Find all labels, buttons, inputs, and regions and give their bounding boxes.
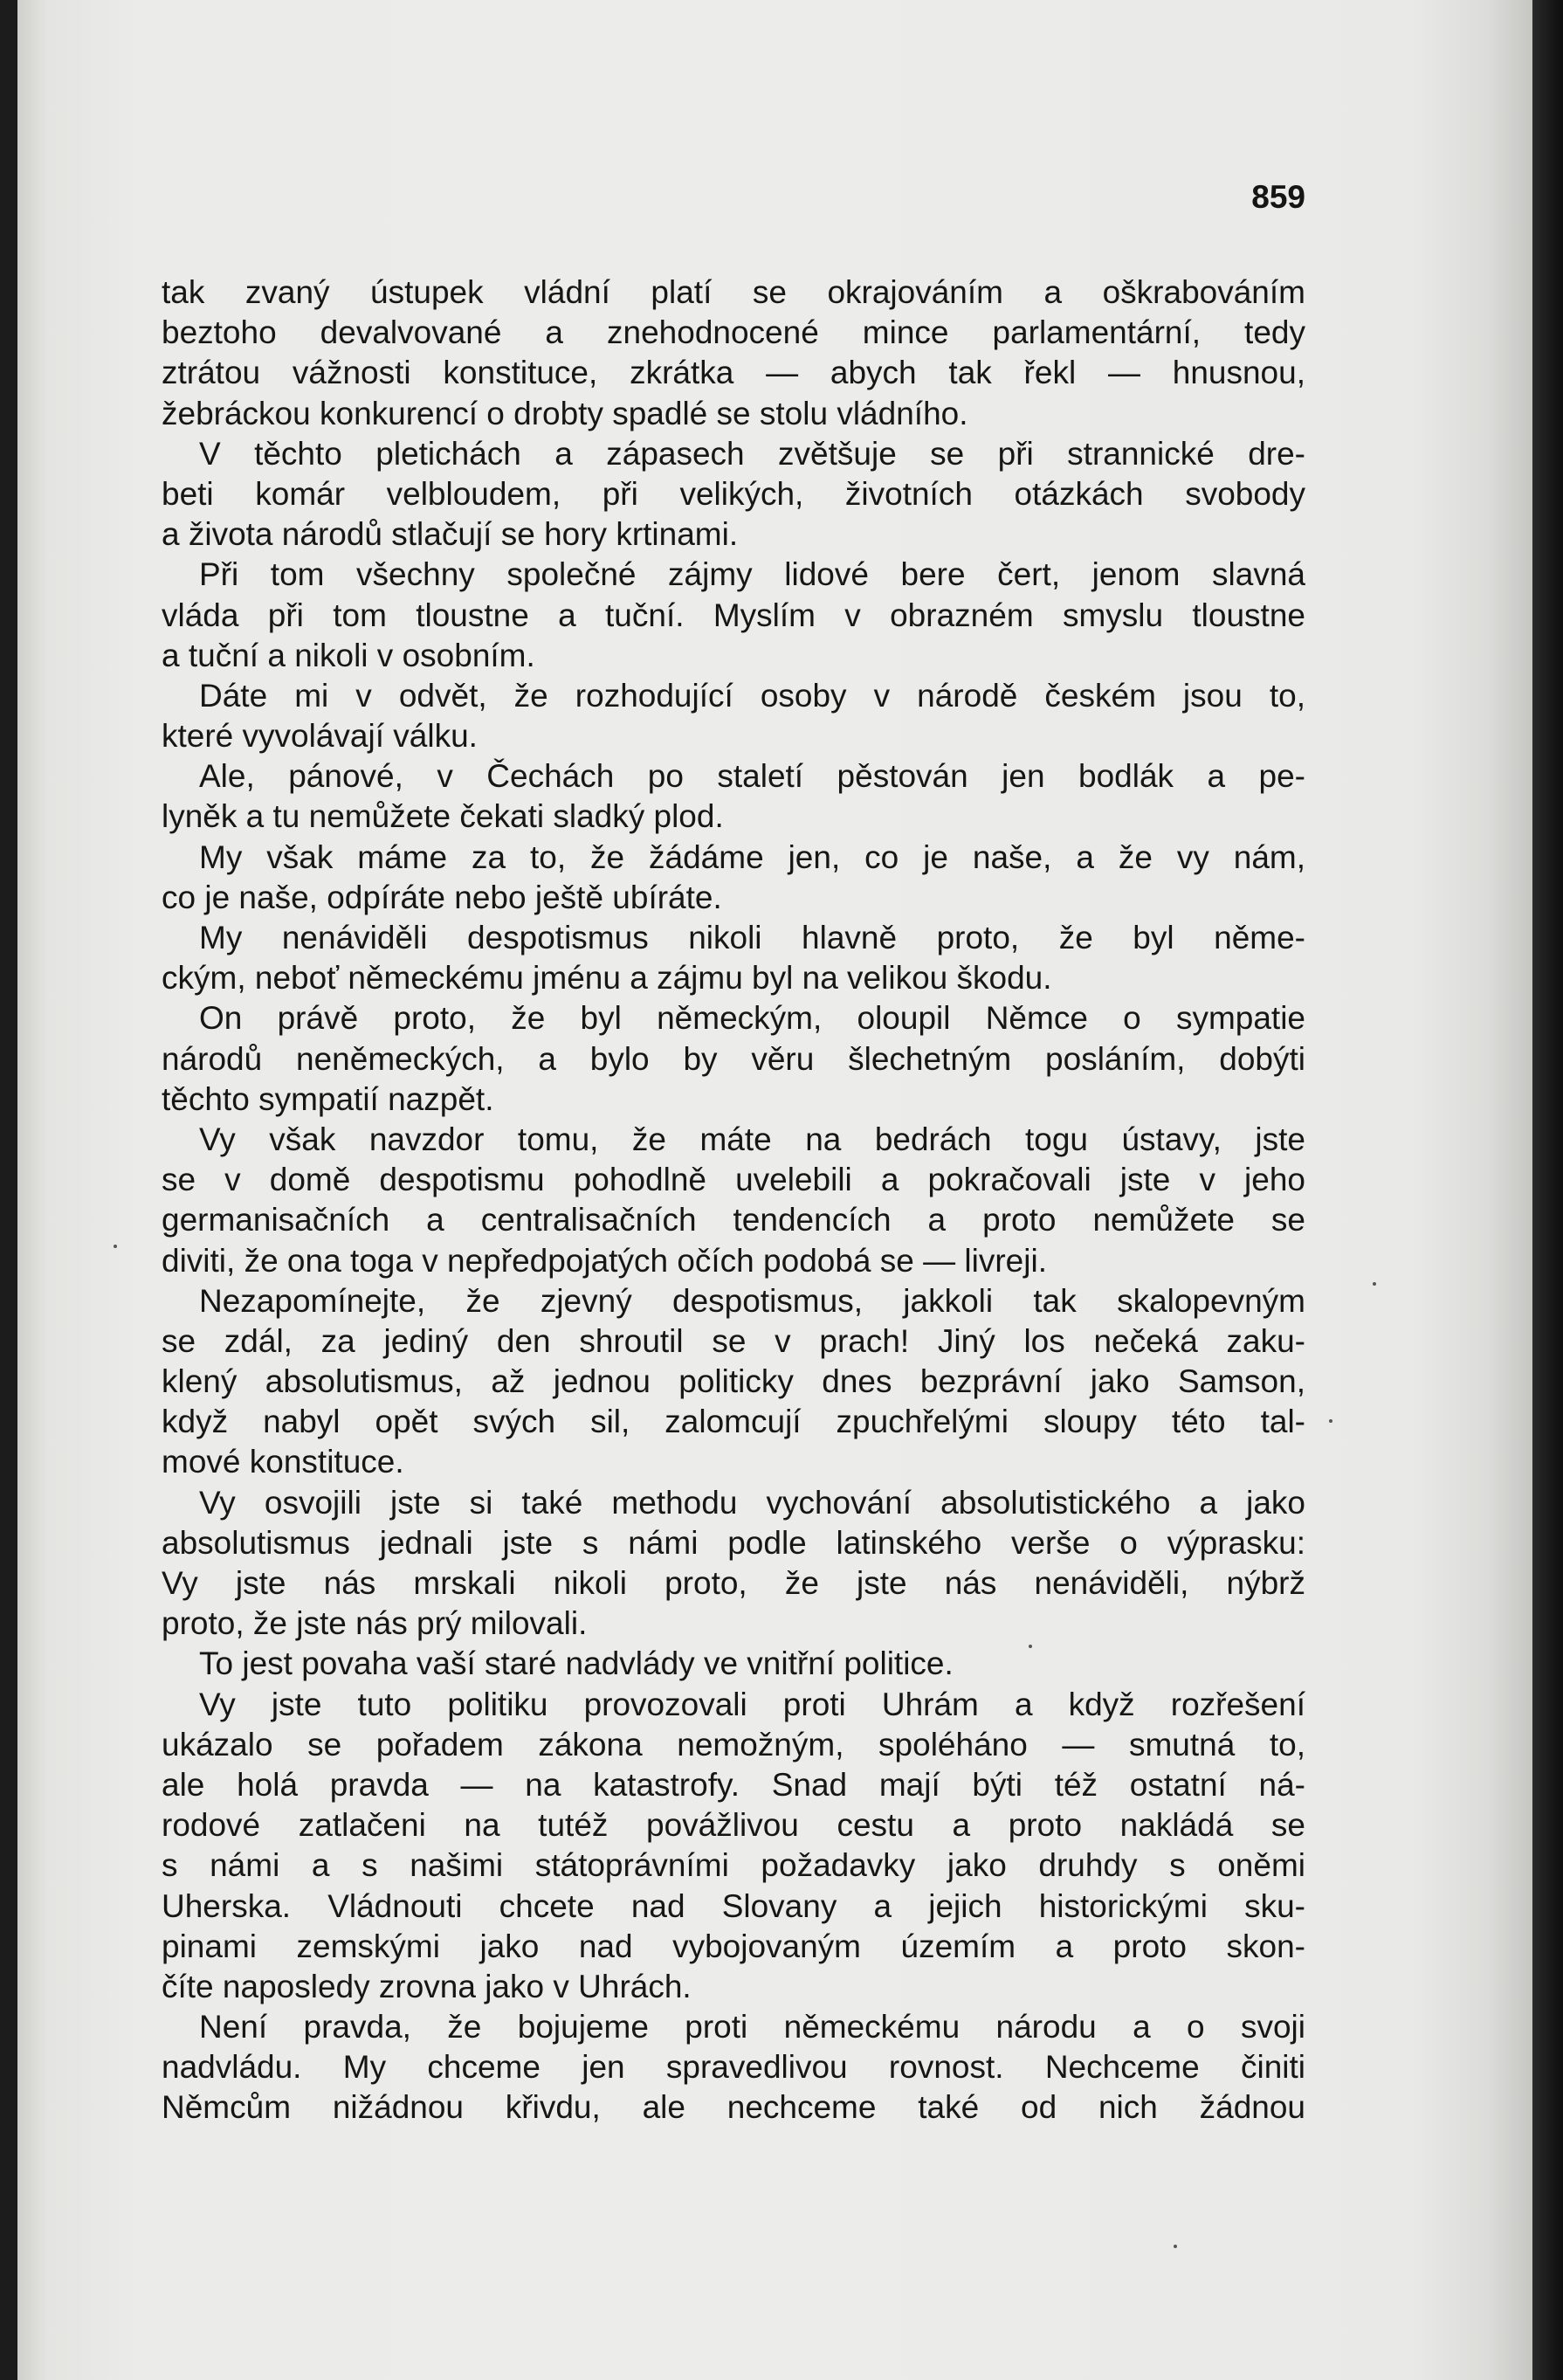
text-line: s námi a s našimi státoprávními požadavky jako druhdy s oněmi xyxy=(162,1847,1305,1884)
text-line: co je naše, odpíráte nebo ještě ubíráte. xyxy=(162,879,722,915)
text-line: Vy osvojili jste si také methodu vychování absolutistického a jako xyxy=(199,1484,1305,1521)
text-line: které vyvolávají válku. xyxy=(162,718,478,755)
text-line: V těchto pletichách a zápasech zvětšuje se při strannické dre- xyxy=(199,435,1305,472)
text-line: se zdál, za jediný den shroutil se v prach! Jiný los nečeká zaku- xyxy=(162,1322,1305,1359)
text-line: ztrátou vážnosti konstituce, zkrátka — abych tak řekl — hnusnou, xyxy=(162,355,1305,391)
text-line: a života národů stlačují se hory krtinami. xyxy=(162,516,739,553)
text-line: těchto sympatií nazpět. xyxy=(162,1080,494,1117)
text-line: nadvládu. My chceme jen spravedlivou rovnost. Nechceme činiti xyxy=(162,2049,1305,2086)
paragraph xyxy=(162,1120,1305,1281)
text-line: pinami zemskými jako nad vybojovaným územím a proto skon- xyxy=(162,1928,1305,1964)
scan-speck xyxy=(1174,2245,1177,2248)
text-line: ckým, neboť německému jménu a zájmu byl na velikou škodu. xyxy=(162,960,1052,997)
text-line: vláda při tom tloustne a tuční. Myslím v obrazném smyslu tloustne xyxy=(162,597,1305,633)
text-line: lyněk a tu nemůžete čekati sladký plod. xyxy=(162,798,724,835)
text-line: a tuční a nikoli v osobním. xyxy=(162,637,535,673)
text-line: tak zvaný ústupek vládní platí se okrajováním a oškrabováním xyxy=(162,274,1305,310)
scan-speck xyxy=(114,1245,117,1248)
text-line: žebráckou konkurencí o drobty spadlé se stolu vládního. xyxy=(162,395,968,431)
paragraph xyxy=(162,272,1305,434)
text-line: národů neněmeckých, a bylo by věru šlechetným posláním, dobýti xyxy=(162,1040,1305,1077)
text-line: Uherska. Vládnouti chcete nad Slovany a jejich historickými sku- xyxy=(162,1887,1305,1924)
text-line: ukázalo se pořadem zákona nemožným, spoléháno — smutná to, xyxy=(162,1726,1305,1763)
text-line: germanisačních a centralisačních tendencích a proto nemůžete se xyxy=(162,1202,1305,1238)
scan-speck xyxy=(1029,1645,1032,1648)
text-line: Ale, pánové, v Čechách po staletí pěstován jen bodlák a pe- xyxy=(199,758,1305,795)
paragraph xyxy=(162,1483,1305,1645)
text-line: Dáte mi v odvět, že rozhodující osoby v národě českém jsou to, xyxy=(199,677,1305,714)
text-line: Vy jste tuto politiku provozovali proti Uhrám a když rozřešení xyxy=(199,1686,1305,1722)
text-line: ale holá pravda — na katastrofy. Snad mají býti též ostatní ná- xyxy=(162,1766,1305,1803)
text-line: když nabyl opět svých sil, zalomcují zpuchřelými sloupy této tal- xyxy=(162,1404,1305,1440)
text-line: proto, že jste nás prý milovali. xyxy=(162,1605,588,1642)
text-line: absolutismus jednali jste s námi podle latinského verše o výprasku: xyxy=(162,1524,1305,1561)
body-text xyxy=(162,272,1305,2128)
scan-speck xyxy=(1373,1282,1376,1286)
paragraph xyxy=(162,918,1305,998)
paragraph xyxy=(162,1644,1305,1684)
text-line: My nenáviděli despotismus nikoli hlavně proto, že byl něme- xyxy=(199,920,1305,955)
scan-edge xyxy=(1532,0,1563,2380)
scan-speck xyxy=(1329,1419,1332,1423)
text-line: Nezapomínejte, že zjevný despotismus, jakkoli tak skalopevným xyxy=(199,1282,1305,1319)
paragraph xyxy=(162,434,1305,555)
text-line: klený absolutismus, až jednou politicky dnes bezprávní jako Samson, xyxy=(162,1363,1305,1400)
text-line: mové konstituce. xyxy=(162,1444,404,1480)
text-line: beztoho devalvované a znehodnocené mince parlamentární, tedy xyxy=(162,314,1305,351)
paragraph xyxy=(162,1685,1305,2008)
paragraph xyxy=(162,1281,1305,1483)
scanned-page xyxy=(17,0,1532,2380)
text-line: To jest povaha vaší staré nadvlády ve vnitřní politice. xyxy=(199,1645,954,1682)
paragraph xyxy=(162,838,1305,918)
text-line: diviti, že ona toga v nepředpojatých očích podobá se — livreji. xyxy=(162,1242,1047,1279)
text-line: Při tom všechny společné zájmy lidové bere čert, jenom slavná xyxy=(199,556,1305,593)
text-line: On právě proto, že byl německým, oloupil Němce o sympatie xyxy=(199,1000,1305,1037)
paragraph xyxy=(162,676,1305,756)
text-line: Není pravda, že bojujeme proti německému národu a o svoji xyxy=(199,2009,1305,2045)
paragraph xyxy=(162,555,1305,676)
text-line: Němcům nižádnou křivdu, ale nechceme také od nich žádnou xyxy=(162,2089,1305,2126)
text-line: se v domě despotismu pohodlně uvelebili a pokračovali jste v jeho xyxy=(162,1162,1305,1198)
text-line: beti komár velbloudem, při velikých, životních otázkách svobody xyxy=(162,475,1305,512)
page-number: 859 xyxy=(1251,179,1305,215)
paragraph xyxy=(162,756,1305,837)
text-line: rodové zatlačeni na tutéž povážlivou cestu a proto nakládá se xyxy=(162,1807,1305,1844)
text-line: My však máme za to, že žádáme jen, co je naše, a že vy nám, xyxy=(199,838,1305,875)
text-line: Vy jste nás mrskali nikoli proto, že jste nás nenáviděli, nýbrž xyxy=(162,1565,1305,1601)
text-line: Vy však navzdor tomu, že máte na bedrách togu ústavy, jste xyxy=(199,1121,1305,1157)
text-line: číte naposledy zrovna jako v Uhrách. xyxy=(162,1968,692,2004)
paragraph xyxy=(162,2007,1305,2128)
paragraph xyxy=(162,998,1305,1120)
